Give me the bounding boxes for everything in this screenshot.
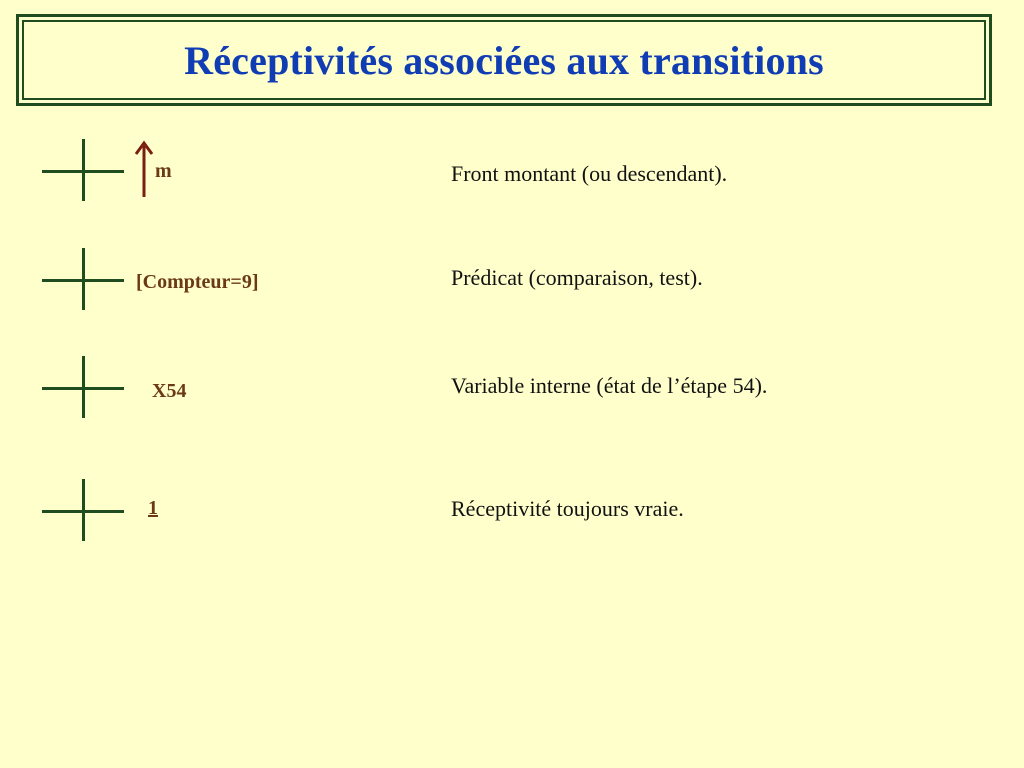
title-frame-inner	[22, 20, 986, 100]
receptivity-label-1: m	[155, 160, 172, 182]
receptivity-label-4: 1	[148, 497, 158, 519]
transition-symbol-2	[42, 248, 124, 310]
title-frame	[16, 14, 992, 106]
slide-title: Réceptivités associées aux transitions	[184, 37, 824, 83]
transition-link	[82, 479, 85, 541]
transition-link	[82, 356, 85, 418]
transition-symbol-4	[42, 479, 124, 541]
transition-link	[82, 248, 85, 310]
transition-link	[82, 139, 85, 201]
receptivity-description-4: Réceptivité toujours vraie.	[451, 496, 684, 521]
receptivity-description-3: Variable interne (état de l’étape 54).	[451, 373, 768, 398]
transition-symbol-3	[42, 356, 124, 418]
receptivity-description-1: Front montant (ou descendant).	[451, 161, 728, 186]
up-arrow-icon	[134, 140, 154, 198]
transition-symbol-1	[42, 139, 124, 201]
receptivity-description-2: Prédicat (comparaison, test).	[451, 265, 703, 290]
receptivity-label-3: X54	[152, 380, 187, 402]
receptivity-label-2: [Compteur=9]	[136, 271, 259, 293]
